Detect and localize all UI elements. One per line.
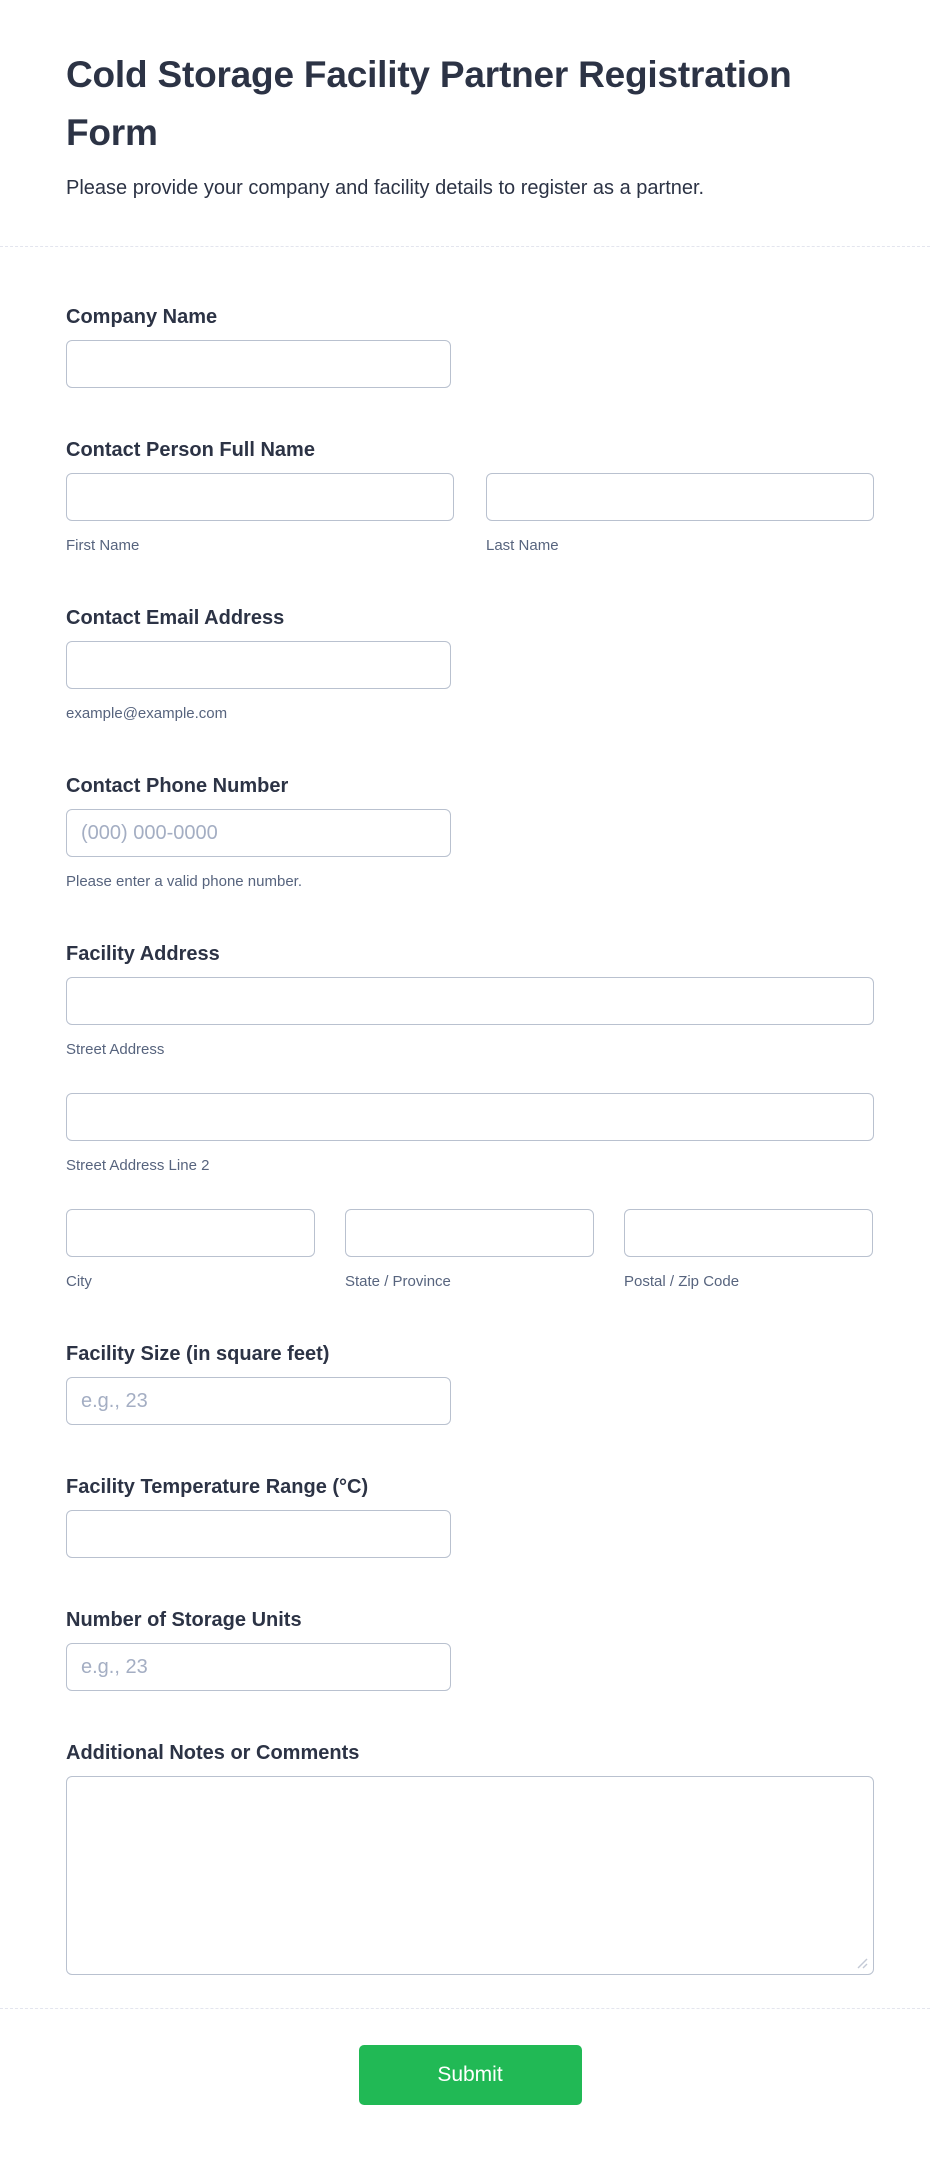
company-name-label: Company Name — [66, 306, 218, 328]
temperature-range-label: Facility Temperature Range (°C) — [66, 1476, 369, 1498]
facility-size-input[interactable] — [66, 1377, 451, 1425]
contact-person-label: Contact Person Full Name — [66, 439, 315, 461]
postal-column — [624, 1209, 873, 1292]
question-facility-size — [66, 1340, 874, 1425]
question-notes — [66, 1739, 874, 1975]
question-temperature-range — [66, 1473, 874, 1558]
storage-units-label: Number of Storage Units — [66, 1609, 302, 1631]
email-sublabel: example@example.com — [66, 705, 228, 722]
street-address-line2-sublabel: Street Address Line 2 — [66, 1157, 210, 1174]
street-address-input[interactable] — [66, 977, 874, 1025]
form-header — [0, 0, 930, 247]
facility-size-label: Facility Size (in square feet) — [66, 1343, 330, 1365]
first-name-column — [66, 473, 454, 556]
question-storage-units — [66, 1606, 874, 1691]
email-label: Contact Email Address — [66, 607, 285, 629]
form-body — [0, 247, 930, 2008]
storage-units-input[interactable] — [66, 1643, 451, 1691]
state-input[interactable] — [345, 1209, 594, 1257]
last-name-sublabel: Last Name — [486, 537, 559, 554]
phone-input[interactable] — [66, 809, 451, 857]
city-sublabel: City — [66, 1273, 92, 1290]
facility-address-label: Facility Address — [66, 943, 220, 965]
first-name-sublabel: First Name — [66, 537, 140, 554]
resize-handle-icon[interactable] — [855, 1956, 869, 1970]
email-input[interactable] — [66, 641, 451, 689]
notes-label: Additional Notes or Comments — [66, 1742, 360, 1764]
postal-code-sublabel: Postal / Zip Code — [624, 1273, 740, 1290]
state-column — [345, 1209, 594, 1292]
notes-textarea[interactable] — [66, 1776, 874, 1975]
state-sublabel: State / Province — [345, 1273, 451, 1290]
question-contact-person — [66, 436, 874, 556]
submit-button[interactable]: Submit — [359, 2045, 582, 2105]
city-column — [66, 1209, 315, 1292]
company-name-input[interactable] — [66, 340, 451, 388]
form-subtitle: Please provide your company and facility details to register as a partner. — [66, 177, 705, 199]
form-title: Cold Storage Facility Partner Registration Form — [66, 54, 792, 153]
question-company-name — [66, 303, 874, 388]
question-facility-address — [66, 940, 874, 1292]
last-name-column — [486, 473, 874, 556]
city-input[interactable] — [66, 1209, 315, 1257]
temperature-range-input[interactable] — [66, 1510, 451, 1558]
street-address-line2-input[interactable] — [66, 1093, 874, 1141]
street-address-sublabel: Street Address — [66, 1041, 165, 1058]
question-email — [66, 604, 874, 724]
last-name-input[interactable] — [486, 473, 874, 521]
question-phone — [66, 772, 874, 892]
phone-label: Contact Phone Number — [66, 775, 289, 797]
postal-code-input[interactable] — [624, 1209, 873, 1257]
phone-sublabel: Please enter a valid phone number. — [66, 873, 302, 890]
first-name-input[interactable] — [66, 473, 454, 521]
form-footer — [0, 2008, 930, 2159]
